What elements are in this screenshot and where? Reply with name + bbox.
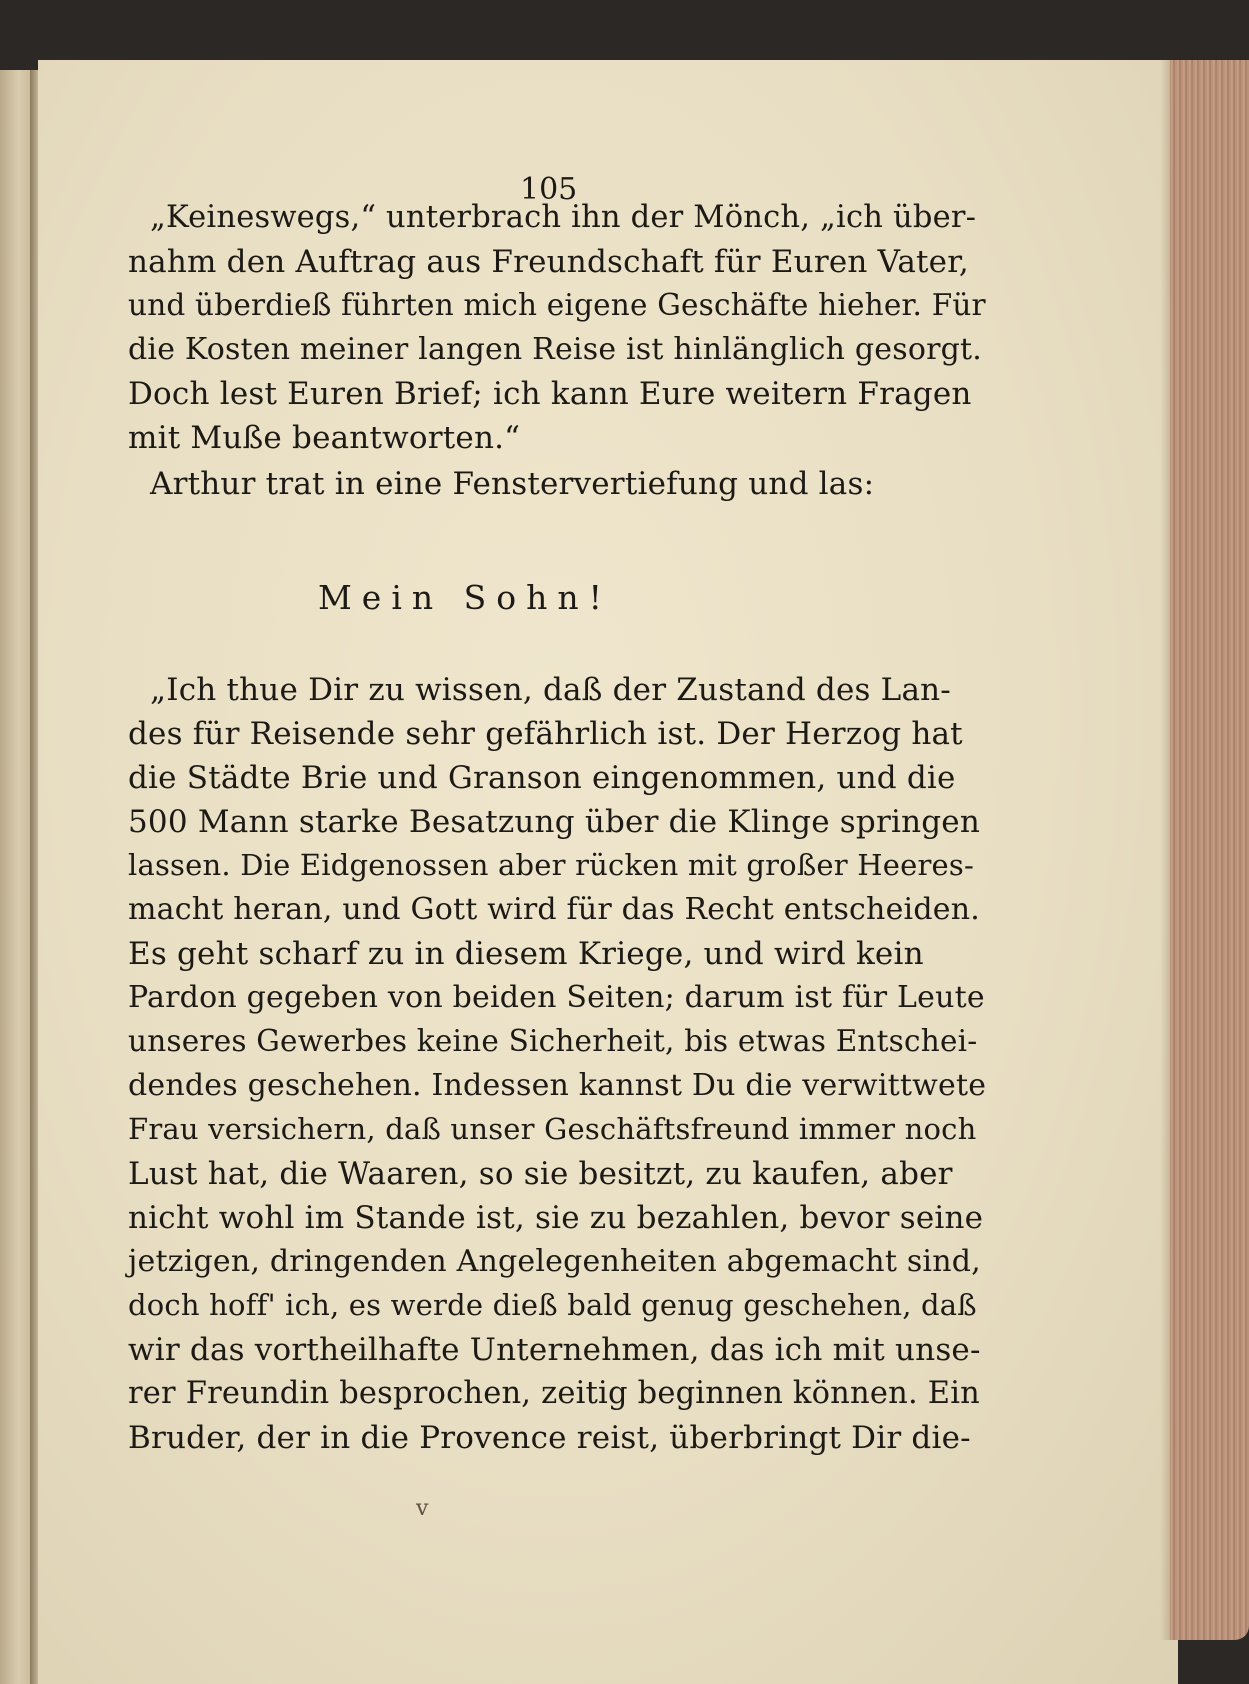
text-line: unseres Gewerbes keine Sicherheit, bis etwas Entschei- xyxy=(128,1024,978,1058)
text-line: Pardon gegeben von beiden Seiten; darum ist für Leute xyxy=(128,980,985,1015)
text-line: die Städte Brie und Granson eingenommen, und die xyxy=(128,760,956,796)
text-line: Bruder, der in die Provence reist, überbringt Dir die- xyxy=(128,1420,971,1456)
page-block-edge xyxy=(1170,60,1249,1640)
text-line: Arthur trat in eine Fenstervertiefung und las: xyxy=(150,466,875,502)
letter-salutation: Mein Sohn! xyxy=(318,578,612,617)
text-line: 500 Mann starke Besatzung über die Klinge springen xyxy=(128,804,981,840)
text-line: Doch lest Euren Brief; ich kann Eure weitern Fragen xyxy=(128,376,972,412)
text-line: Lust hat, die Waaren, so sie besitzt, zu kaufen, aber xyxy=(128,1156,953,1192)
page-number: 105 xyxy=(520,172,578,207)
text-line: wir das vortheilhafte Unternehmen, das ich mit unse- xyxy=(128,1332,981,1368)
text-line: macht heran, und Gott wird für das Recht entscheiden. xyxy=(128,892,980,927)
text-line: die Kosten meiner langen Reise ist hinlänglich gesorgt. xyxy=(128,332,983,367)
text-line: mit Muße beantworten.“ xyxy=(128,420,521,456)
text-line: nicht wohl im Stande ist, sie zu bezahlen, bevor seine xyxy=(128,1200,984,1236)
text-line: lassen. Die Eidgenossen aber rücken mit großer Heeres- xyxy=(128,848,974,882)
text-line: des für Reisende sehr gefährlich ist. Der Herzog hat xyxy=(128,716,963,752)
text-line: Es geht scharf zu in diesem Kriege, und wird kein xyxy=(128,936,924,972)
text-line: jetzigen, dringenden Angelegenheiten abgemacht sind, xyxy=(128,1244,981,1279)
text-line: doch hoff' ich, es werde dieß bald genug geschehen, daß xyxy=(128,1288,977,1322)
text-line: „Keineswegs,“ unterbrach ihn der Mönch, „ich über- xyxy=(150,200,977,235)
left-page-edge xyxy=(0,70,34,1684)
text-line: nahm den Auftrag aus Freundschaft für Euren Vater, xyxy=(128,244,969,280)
text-line: und überdieß führten mich eigene Geschäfte hieher. Für xyxy=(128,288,986,322)
catchword-mark: v xyxy=(416,1496,429,1521)
text-line: rer Freundin besprochen, zeitig beginnen können. Ein xyxy=(128,1376,981,1411)
text-line: dendes geschehen. Indessen kannst Du die verwittwete xyxy=(128,1068,987,1103)
text-line: „Ich thue Dir zu wissen, daß der Zustand des Lan- xyxy=(150,672,951,708)
text-line: Frau versichern, daß unser Geschäftsfreund immer noch xyxy=(128,1112,977,1146)
